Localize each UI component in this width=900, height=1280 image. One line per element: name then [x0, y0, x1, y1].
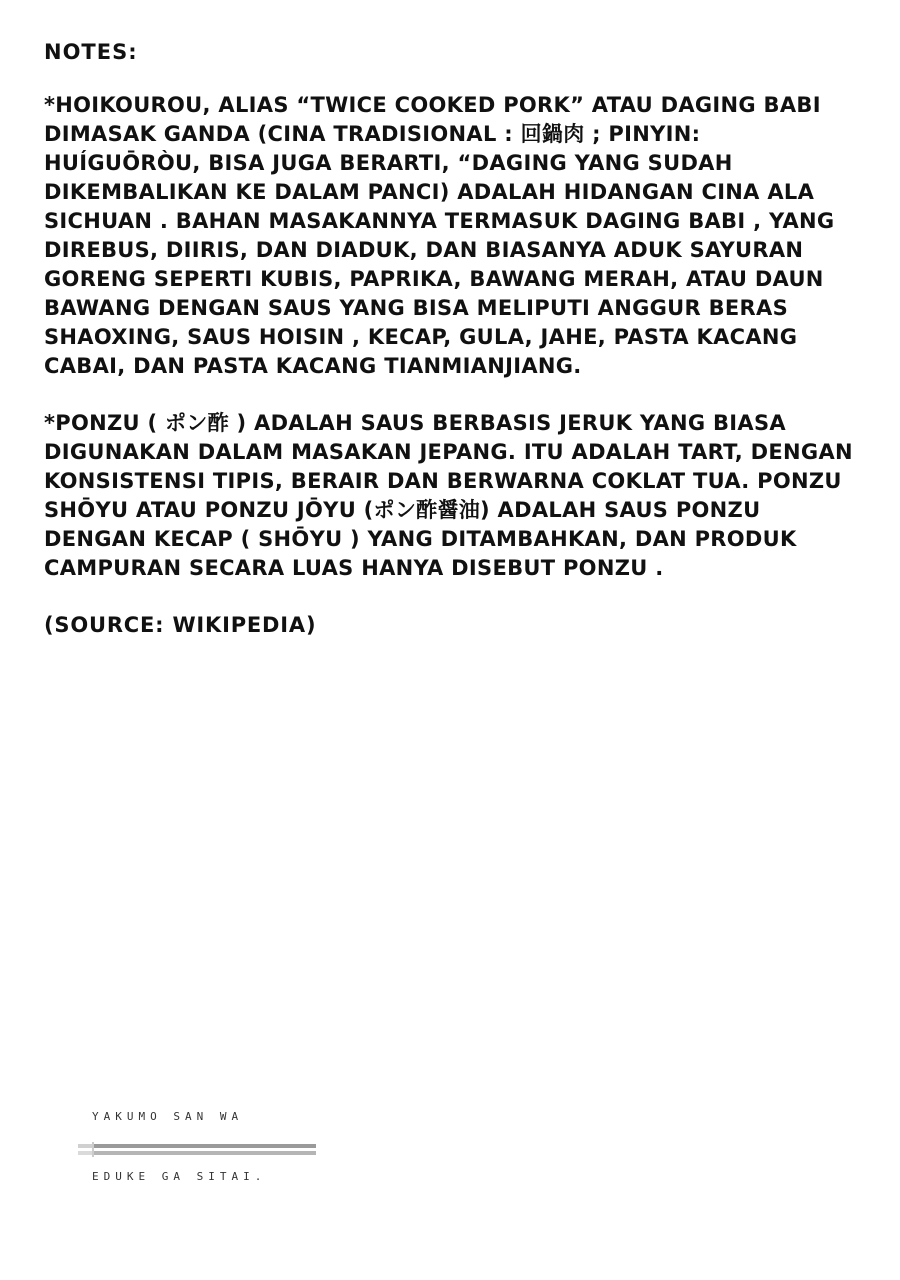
logo-title-line2: EDUKE GA SITAI. [92, 1170, 267, 1183]
chopsticks-icon [78, 1138, 318, 1162]
series-logo [78, 1108, 328, 1188]
logo-title-line1: YAKUMO SAN WA [92, 1110, 244, 1123]
note-ponzu: *PONZU ( ポン酢 ) ADALAH SAUS BERBASIS JERUK YANG BIASA DIGUNAKAN DALAM MASAKAN JEPANG. ITU ADALAH TART, DENGAN KONSISTENSI TIPIS, BERAIR DAN BERWARNA COKLAT TUA. PONZU SHŌYU ATAU PONZU JŌYU (ポン酢醤油) ADALAH SAUS PONZU DENGAN KECAP ( SHŌYU ) YANG DITAMBAHKAN, DAN PRODUK CAMPURAN SECARA LUAS HANYA DISEBUT PONZU . [44, 411, 853, 580]
note-hoikourou: *HOIKOUROU, ALIAS “TWICE COOKED PORK” ATAU DAGING BABI DIMASAK GANDA (CINA TRADISIONAL : 回鍋肉 ; PINYIN: HUÍGUŌRÒU, BISA JUGA BERARTI, “DAGING YANG SUDAH DIKEMBALIKAN KE DALAM PANCI) ADALAH HIDANGAN CINA ALA SICHUAN . BAHAN MASAKANNYA TERMASUK DAGING BABI , YANG DIREBUS, DIIRIS, DAN DIADUK, DAN BIASANYA ADUK SAYURAN GORENG SEPERTI KUBIS, PAPRIKA, BAWANG MERAH, ATAU DAUN BAWANG DENGAN SAUS YANG BISA MELIPUTI ANGGUR BERAS SHAOXING, SAUS HOISIN , KECAP, GULA, JAHE, PASTA KACANG CABAI, DAN PASTA KACANG TIANMIANJIANG. [44, 93, 835, 378]
notes-heading: NOTES: [44, 40, 138, 64]
source-citation: (SOURCE: WIKIPEDIA) [44, 613, 317, 637]
notes-section [44, 38, 864, 640]
